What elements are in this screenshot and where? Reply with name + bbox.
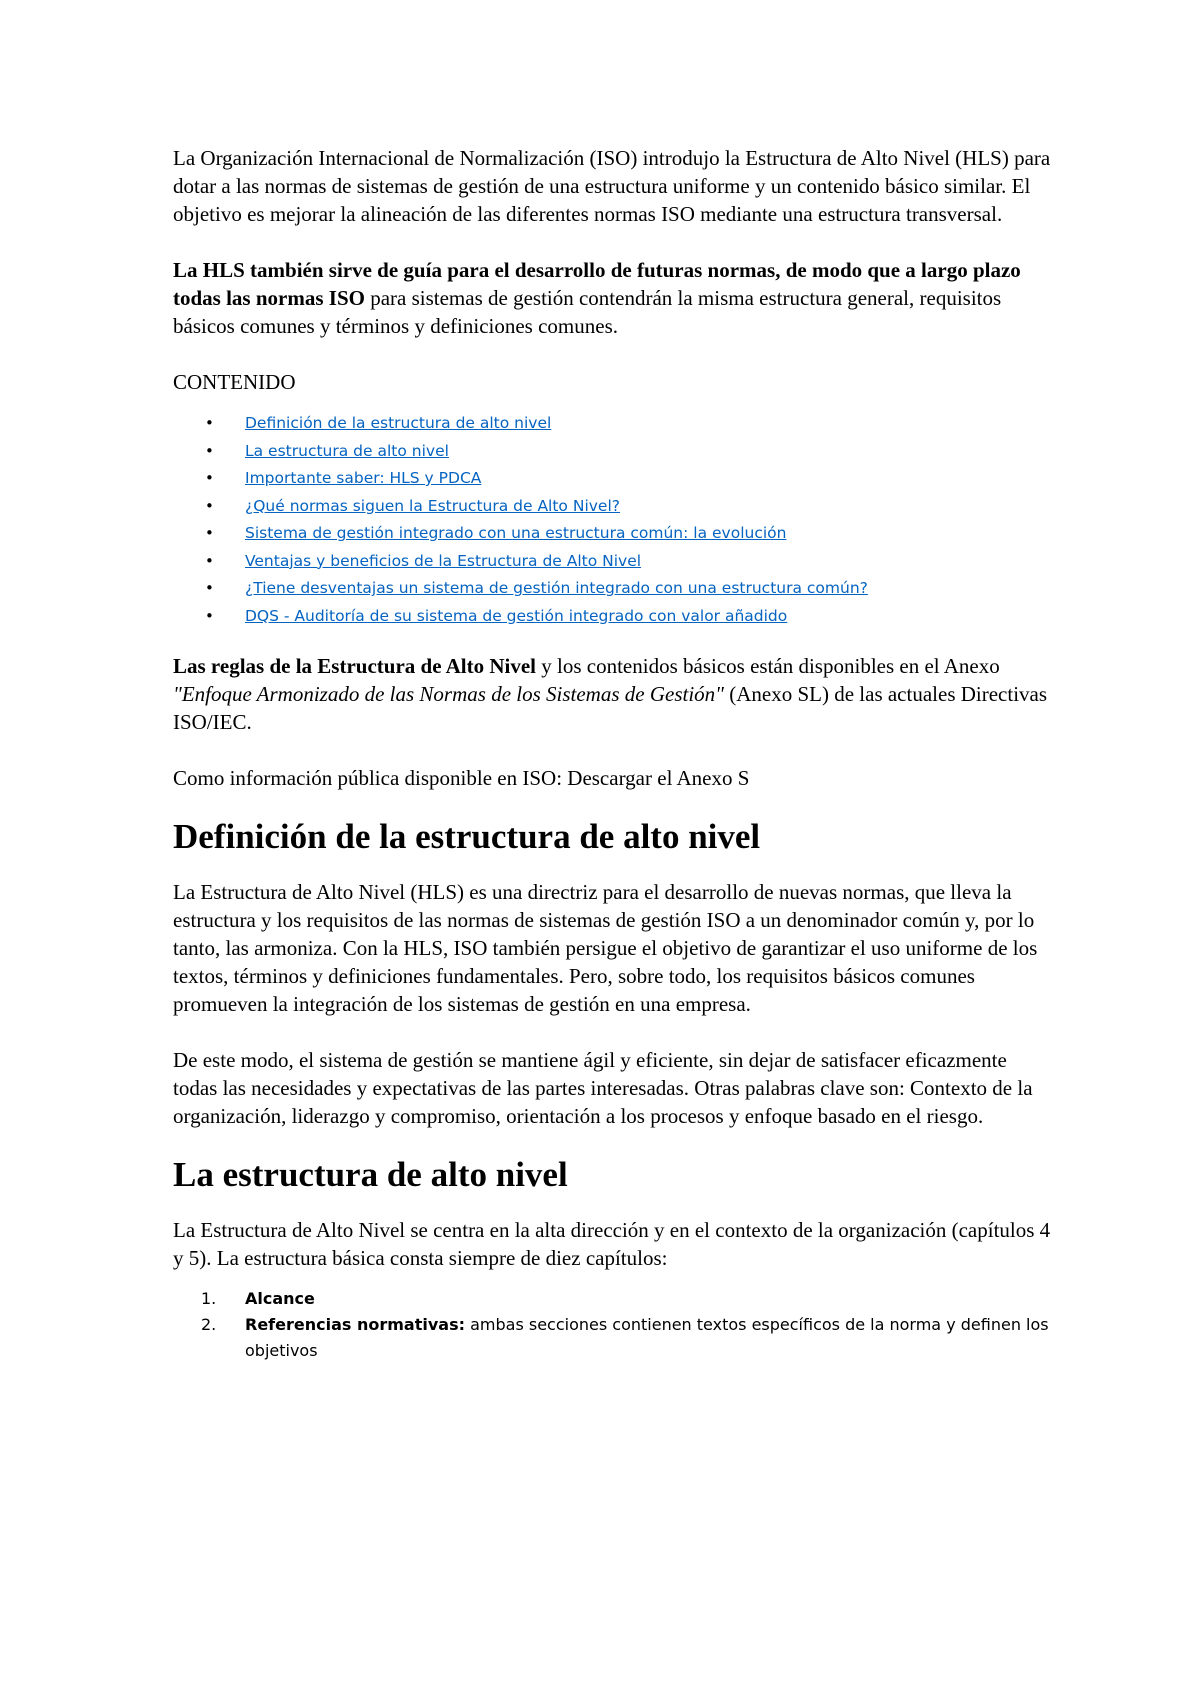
toc-heading: CONTENIDO (173, 370, 296, 394)
rules-paragraph (173, 652, 1053, 736)
toc-item (205, 465, 1053, 493)
bullet-icon: • (205, 496, 214, 515)
bullet-icon: • (205, 579, 214, 597)
section-heading-estructura: La estructura de alto nivel (173, 1155, 568, 1194)
rules-italic-title: "Enfoque Armonizado de las Normas de los Sistemas de Gestión" (173, 682, 724, 706)
bullet-icon: • (205, 606, 214, 625)
toc-link-definicion[interactable]: Definición de la estructura de alto nivel (245, 414, 552, 432)
rules-text-end: (Anexo SL) de las actuales Directivas ISO/IEC. (173, 682, 1048, 734)
chapter-term: Alcance (245, 1289, 315, 1308)
section-heading-definicion: Definición de la estructura de alto nivel (173, 817, 761, 856)
toc-item (205, 438, 1053, 466)
toc-item (205, 410, 1053, 438)
toc-item (205, 548, 1053, 576)
toc-link-hls-pdca[interactable]: Importante saber: HLS y PDCA (245, 469, 482, 487)
toc-link-normas[interactable]: ¿Qué normas siguen la Estructura de Alto Nivel? (245, 496, 620, 515)
toc-item (205, 520, 1053, 548)
toc-link-dqs-auditoria[interactable]: DQS - Auditoría de su sistema de gestión integrado con valor añadido (245, 606, 788, 625)
chapter-item (201, 1286, 1053, 1312)
definition-paragraph: La Estructura de Alto Nivel (HLS) es una directriz para el desarrollo de nuevas normas, que lleva la estructura y los requisitos de las normas de sistemas de gestión ISO a un denominador común y, por lo tanto, las armoniza. Con la HLS, ISO también persigue el objetivo de garantizar el uso uniforme de los textos, términos y definiciones fundamentales. Pero, sobre todo, los requisitos básicos comunes promueven la integración de los sistemas de gestión en una empresa. (173, 880, 1038, 1016)
toc-list (173, 410, 1053, 630)
hls-guide-text: para sistemas de gestión contendrán la misma estructura general, requisitos básicos comunes y términos y definiciones comunes. (173, 286, 1002, 338)
chapter-number: 1. (201, 1289, 217, 1308)
chapter-number: 2. (201, 1315, 217, 1334)
hls-guide-bold-text: La HLS también sirve de guía para el desarrollo de futuras normas, de modo que a largo plazo todas las normas ISO (173, 258, 1021, 310)
agility-paragraph: De este modo, el sistema de gestión se mantiene ágil y eficiente, sin dejar de satisfacer eficazmente todas las necesidades y expectativas de las partes interesadas. Otras palabras clave son: Contexto de la organización, liderazgo y compromiso, orientación a los procesos y enfoque basado en el riesgo. (173, 1048, 1033, 1128)
bullet-icon: • (205, 551, 214, 570)
toc-link-desventajas[interactable]: ¿Tiene desventajas un sistema de gestión integrado con una estructura común? (245, 579, 868, 597)
toc-link-estructura[interactable]: La estructura de alto nivel (245, 441, 449, 460)
rules-text: y los contenidos básicos están disponibles en el Anexo (536, 654, 1000, 678)
document-body (173, 144, 1053, 1364)
chapter-description: ambas secciones contienen textos específicos de la norma y definen los objetivos (245, 1315, 1049, 1360)
rules-bold-text: Las reglas de la Estructura de Alto Nivel (173, 654, 537, 678)
toc-link-ventajas[interactable]: Ventajas y beneficios de la Estructura de Alto Nivel (245, 551, 642, 570)
toc-link-evolucion[interactable]: Sistema de gestión integrado con una estructura común: la evolución (245, 524, 787, 542)
bullet-icon: • (205, 469, 214, 487)
intro-paragraph: La Organización Internacional de Normalización (ISO) introdujo la Estructura de Alto Nivel (HLS) para dotar a las normas de sistemas de gestión de una estructura uniforme y un contenido básico similar. El objetivo es mejorar la alineación de las diferentes normas ISO mediante una estructura transversal. (173, 146, 1051, 226)
chapter-item (201, 1312, 1053, 1364)
toc-item (205, 493, 1053, 521)
chapters-list (173, 1286, 1053, 1364)
chapter-term: Referencias normativas: (245, 1315, 465, 1334)
toc-item (205, 603, 1053, 631)
hls-guide-paragraph (173, 256, 1053, 340)
bullet-icon: • (205, 524, 214, 542)
structure-paragraph: La Estructura de Alto Nivel se centra en la alta dirección y en el contexto de la organización (capítulos 4 y 5). La estructura básica consta siempre de diez capítulos: (173, 1218, 1051, 1270)
bullet-icon: • (205, 414, 214, 432)
download-paragraph: Como información pública disponible en ISO: Descargar el Anexo S (173, 766, 750, 790)
toc-item (205, 575, 1053, 603)
bullet-icon: • (205, 441, 214, 460)
